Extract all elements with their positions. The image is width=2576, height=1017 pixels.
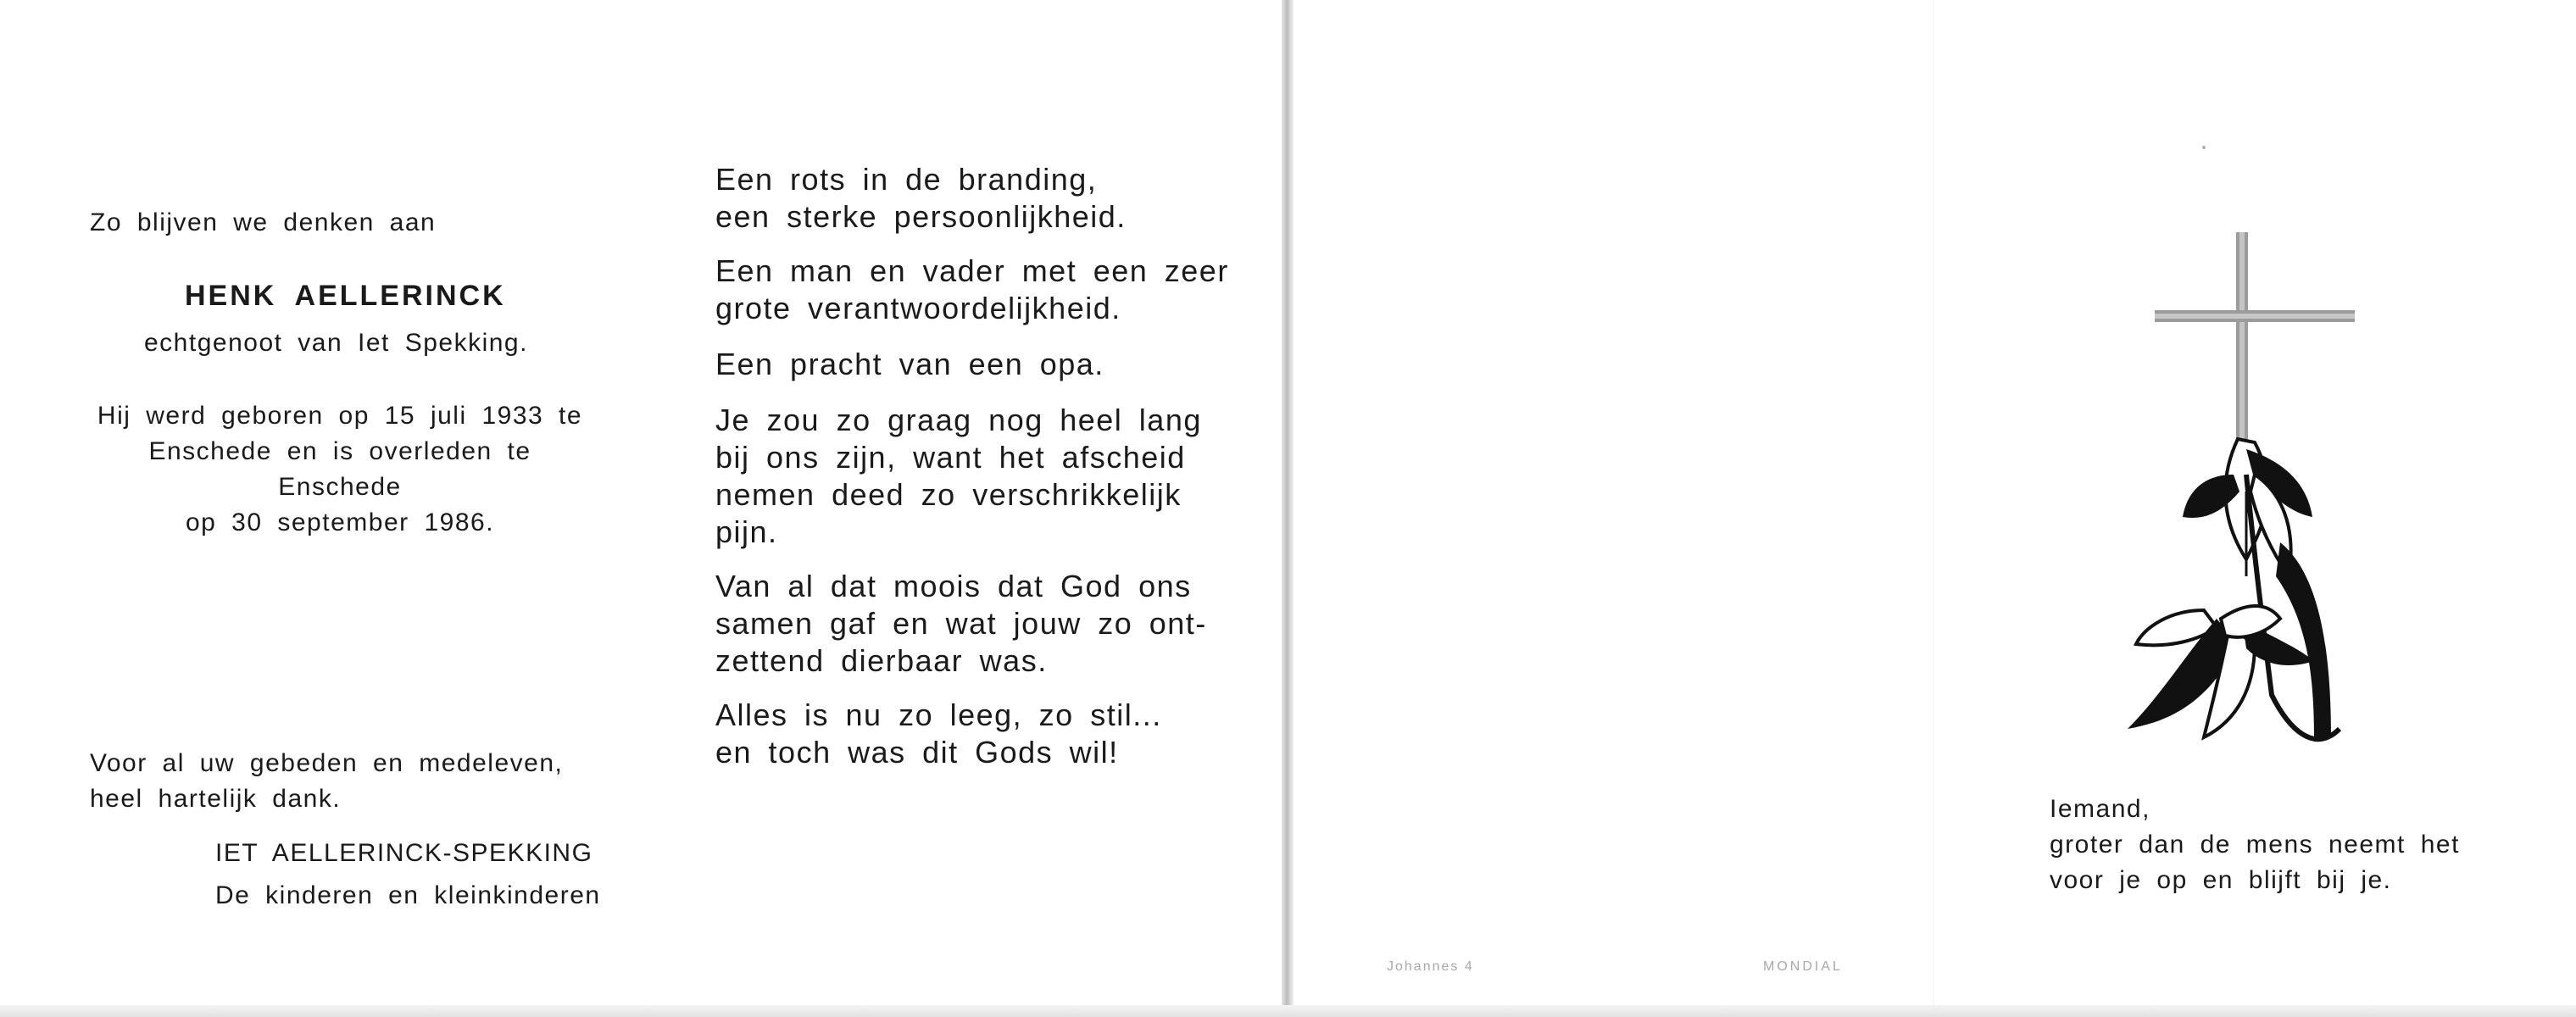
poem-stanza [715, 161, 1258, 236]
quote-line: Iemand, [2050, 795, 2150, 823]
bible-quote [2050, 792, 2460, 898]
poem-line: Een man en vader met een zeer [715, 253, 1229, 288]
poem-stanza [715, 568, 1258, 680]
poem-line: samen gaf en wat jouw zo ont- [715, 606, 1207, 641]
card-center-fold [1282, 0, 1294, 1017]
poem-line: Een rots in de branding, [715, 162, 1098, 197]
poem-stanza [715, 253, 1258, 327]
intro-text: Zo blijven we denken aan [90, 208, 437, 236]
spouse-text: echtgenoot van Iet Spekking. [144, 329, 528, 357]
birth-death-text [90, 398, 590, 541]
poem-line: pijn. [715, 514, 778, 549]
poem-line: bij ons zijn, want het afscheid [715, 440, 1186, 475]
thanks-line: Voor al uw gebeden en medeleven, [90, 749, 564, 777]
birth-death-line: Hij werd geboren op 15 juli 1933 te [97, 402, 583, 430]
poem-line: en toch was dit Gods wil! [715, 735, 1119, 770]
quote-line: groter dan de mens neemt het [2050, 831, 2460, 859]
poem-stanza [715, 402, 1258, 551]
thanks-line: heel hartelijk dank. [90, 785, 342, 813]
poem-line: een sterke persoonlijkheid. [715, 199, 1127, 234]
paper-speck [2202, 146, 2206, 149]
bible-reference: Johannes 4 [1387, 959, 1474, 974]
quote-line: voor je op en blijft bij je. [2050, 866, 2392, 894]
signature-widow: IET AELLERINCK-SPEKKING [215, 839, 593, 867]
poem-line: Alles is nu zo leeg, zo stil... [715, 697, 1162, 732]
deceased-name: HENK AELLERINCK [185, 280, 506, 312]
cross-with-lilies-icon [2119, 220, 2373, 746]
poem-line: grote verantwoordelijkheid. [715, 291, 1121, 325]
signature-family: De kinderen en kleinkinderen [215, 881, 601, 909]
poem-stanza [715, 697, 1258, 771]
thanks-text [90, 746, 598, 817]
poem-line: Je zou zo graag nog heel lang [715, 403, 1202, 437]
poem-stanza [715, 346, 1258, 383]
card-bottom-edge [0, 1005, 2576, 1017]
poem-line: Van al dat moois dat God ons [715, 569, 1192, 603]
birth-death-line: op 30 september 1986. [185, 508, 495, 536]
poem-line: zettend dierbaar was. [715, 643, 1048, 678]
birth-death-line: Enschede en is overleden te Enschede [148, 437, 531, 501]
poem-line: nemen deed zo verschrikkelijk [715, 477, 1182, 512]
printer-brand: MONDIAL [1763, 959, 1843, 974]
poem-line: Een pracht van een opa. [715, 347, 1104, 381]
